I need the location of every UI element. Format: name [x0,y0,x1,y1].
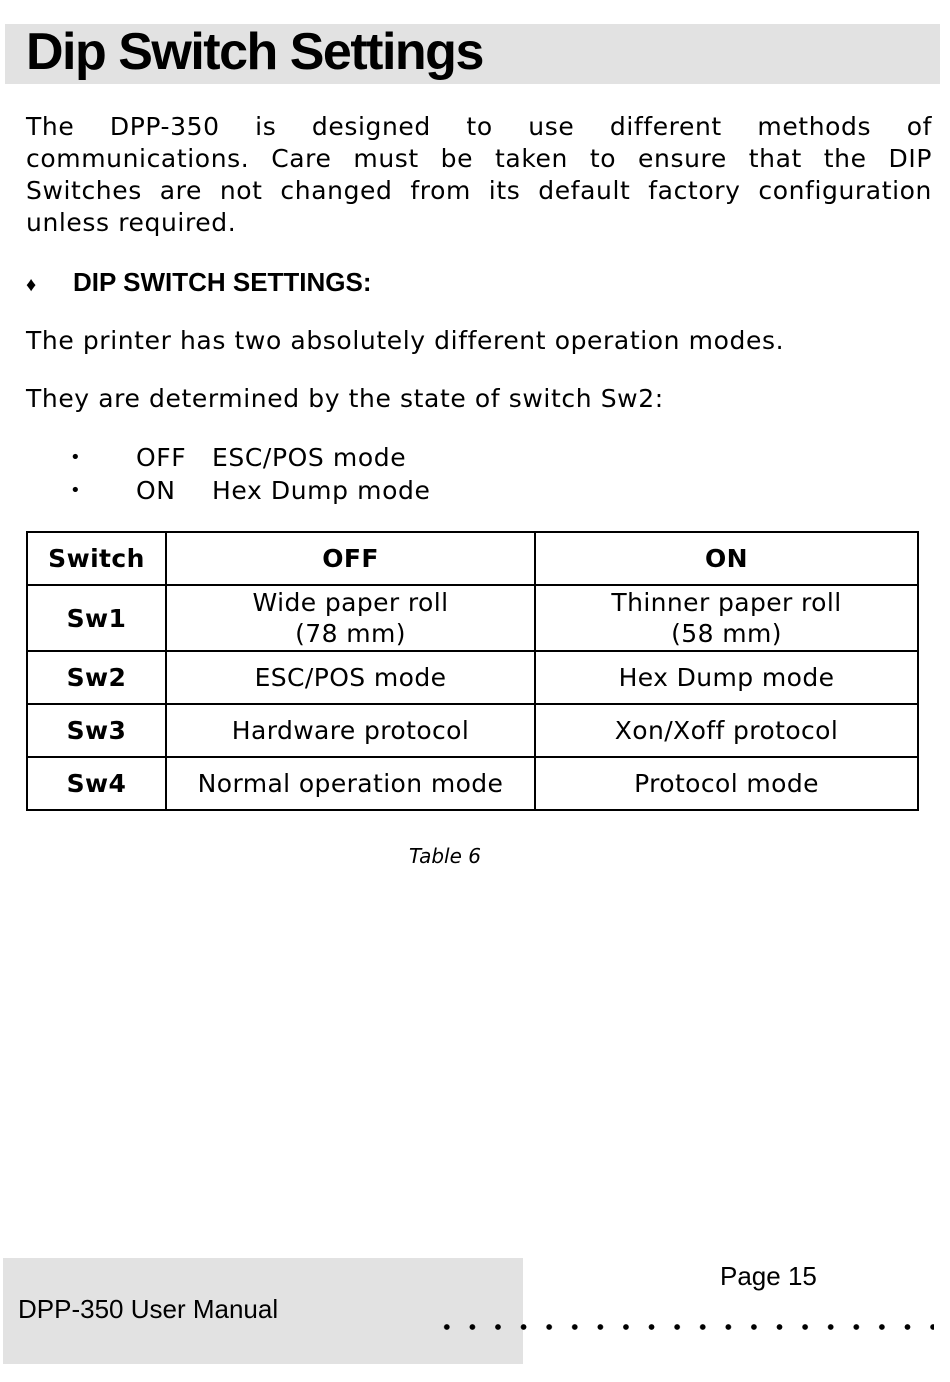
on-cell: Protocol mode [535,757,918,810]
column-header-on: ON [535,532,918,585]
dip-switch-table [26,531,919,811]
mode-description: ESC/POS mode [212,443,407,472]
operation-modes-paragraph: The printer has two absolutely different operation modes. [26,326,785,355]
switch-cell: Sw3 [27,704,166,757]
off-cell: Normal operation mode [166,757,535,810]
section-heading [26,266,372,301]
table-row [27,585,918,651]
diamond-icon: ♦ [26,274,37,296]
page-number: Page 15 [720,1261,817,1291]
page-title: Dip Switch Settings [26,23,483,81]
off-cell [166,585,535,651]
off-cell-line: Wide paper roll [252,588,449,617]
table-row [27,757,918,810]
on-cell: Xon/Xoff protocol [535,704,918,757]
off-cell: ESC/POS mode [166,651,535,704]
column-header-switch: Switch [27,532,166,585]
mode-description: Hex Dump mode [212,476,431,505]
table-row [27,651,918,704]
on-cell-line: Thinner paper roll [611,588,842,617]
switch-cell: Sw1 [27,585,166,651]
switch-cell: Sw2 [27,651,166,704]
dotted-leader [434,1322,934,1332]
switch-cell: Sw4 [27,757,166,810]
section-heading-text: DIP SWITCH SETTINGS: [73,267,372,297]
bullet-icon: • [70,480,82,501]
column-header-off: OFF [166,532,535,585]
switch-sw2-paragraph: They are determined by the state of switch Sw2: [26,384,664,413]
mode-state: ON [136,476,176,505]
off-cell: Hardware protocol [166,704,535,757]
table-row [27,704,918,757]
on-cell: Hex Dump mode [535,651,918,704]
on-cell-line: (58 mm) [671,619,782,648]
table-header-row [27,532,918,585]
on-cell [535,585,918,651]
mode-state: OFF [136,443,187,472]
table-caption: Table 6 [408,844,481,868]
off-cell-line: (78 mm) [295,619,406,648]
footer-manual-title: DPP-350 User Manual [18,1294,279,1324]
intro-paragraph: The DPP-350 is designed to use different methods of communications. Care must be taken to ensure that the DIP Switches are not changed from its default factory configuration unless required. [26,112,932,237]
bullet-icon: • [70,447,82,468]
